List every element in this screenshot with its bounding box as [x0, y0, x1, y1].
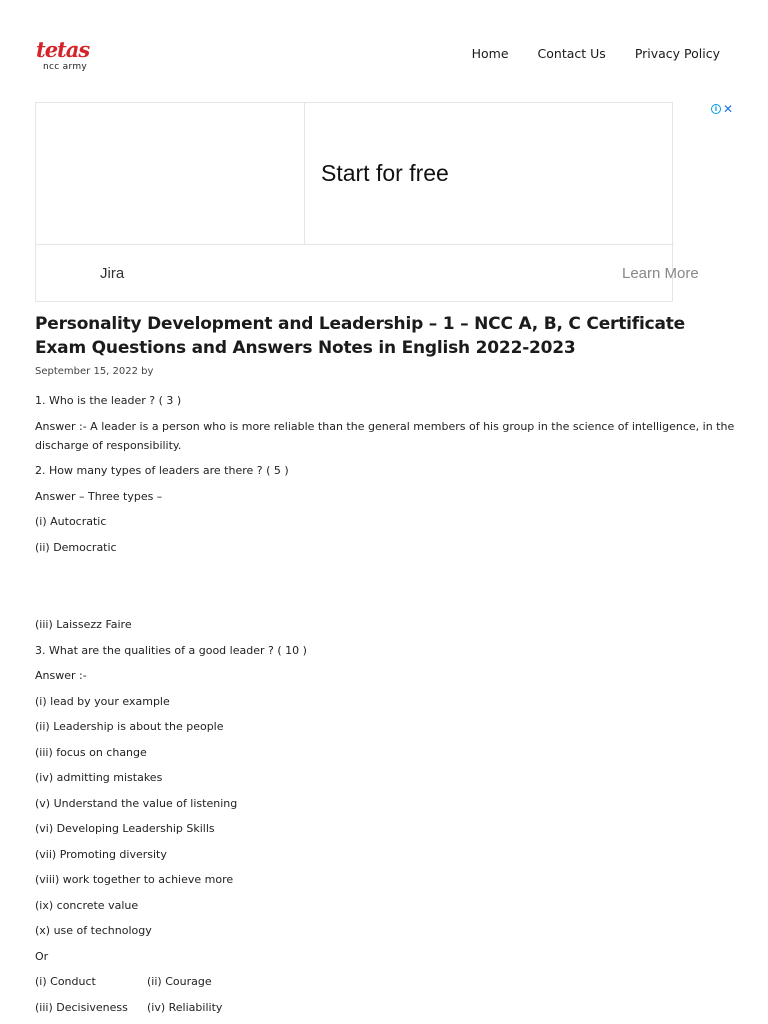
quality-pair-row: [35, 998, 735, 1017]
paragraph: (ii) Democratic: [35, 540, 117, 554]
quality-item: (iv) Reliability: [147, 1000, 223, 1014]
nav-privacy-link[interactable]: Privacy Policy: [634, 46, 720, 61]
article-title: Personality Development and Leadership – 1 – NCC A, B, C Certificate Exam Questions and Answers Notes in English 2022-2023: [35, 314, 685, 358]
logo-text: tetas: [36, 37, 90, 62]
article-body: [35, 391, 735, 1017]
paragraph: (vii) Promoting diversity: [35, 847, 167, 861]
paragraph: Or: [35, 949, 49, 963]
ad-cta-button[interactable]: Learn More: [622, 265, 699, 282]
advertisement[interactable]: [35, 102, 735, 302]
info-icon[interactable]: i: [711, 104, 721, 114]
paragraph: Answer :- A leader is a person who is more reliable than the general members of his group in the science of intelligence, in the discharge of responsibility.: [35, 419, 735, 452]
quality-item: (i) Conduct: [35, 975, 96, 988]
paragraph: (ii) Leadership is about the people: [35, 720, 224, 733]
paragraph: (v) Understand the value of listening: [35, 796, 238, 810]
paragraph: (ix) concrete value: [35, 898, 139, 912]
nav-contact-link[interactable]: Contact Us: [537, 46, 606, 61]
paragraph: (x) use of technology: [35, 924, 152, 937]
paragraph: (vi) Developing Leadership Skills: [35, 822, 215, 835]
ad-frame[interactable]: [35, 102, 699, 302]
site-header: [0, 0, 768, 100]
main-nav: [472, 46, 720, 61]
nav-home-link[interactable]: Home: [471, 46, 509, 61]
paragraph: (i) Autocratic: [35, 515, 107, 528]
paragraph: 1. Who is the leader ? ( 3 ): [35, 394, 182, 407]
site-logo[interactable]: [36, 38, 100, 78]
paragraph: Answer :-: [35, 669, 87, 682]
quality-item: (ii) Courage: [147, 975, 212, 988]
ad-headline[interactable]: Start for free: [321, 160, 449, 186]
quality-pair-row: [35, 972, 735, 991]
article: [35, 312, 735, 1023]
paragraph: Answer – Three types –: [35, 489, 163, 503]
paragraph: (iii) focus on change: [35, 745, 147, 759]
paragraph: 2. How many types of leaders are there ? ( 5 ): [35, 464, 289, 477]
ad-choices-badge[interactable]: [711, 102, 733, 116]
logo-subtext: ncc army: [43, 62, 88, 72]
paragraph: (iii) Laissezz Faire: [35, 618, 132, 631]
ad-brand[interactable]: Jira: [100, 265, 125, 282]
paragraph: (i) lead by your example: [35, 694, 170, 708]
article-meta: September 15, 2022 by: [35, 366, 154, 377]
ad-divider: [36, 244, 674, 245]
paragraph: (iv) admitting mistakes: [35, 771, 163, 784]
paragraph: (viii) work together to achieve more: [35, 873, 234, 886]
ad-divider: [304, 103, 305, 244]
quality-item: (iii) Decisiveness: [35, 1000, 128, 1014]
close-icon[interactable]: ✕: [723, 102, 734, 116]
paragraph: 3. What are the qualities of a good leader ? ( 10 ): [35, 643, 307, 657]
content-spacer: [35, 563, 735, 615]
